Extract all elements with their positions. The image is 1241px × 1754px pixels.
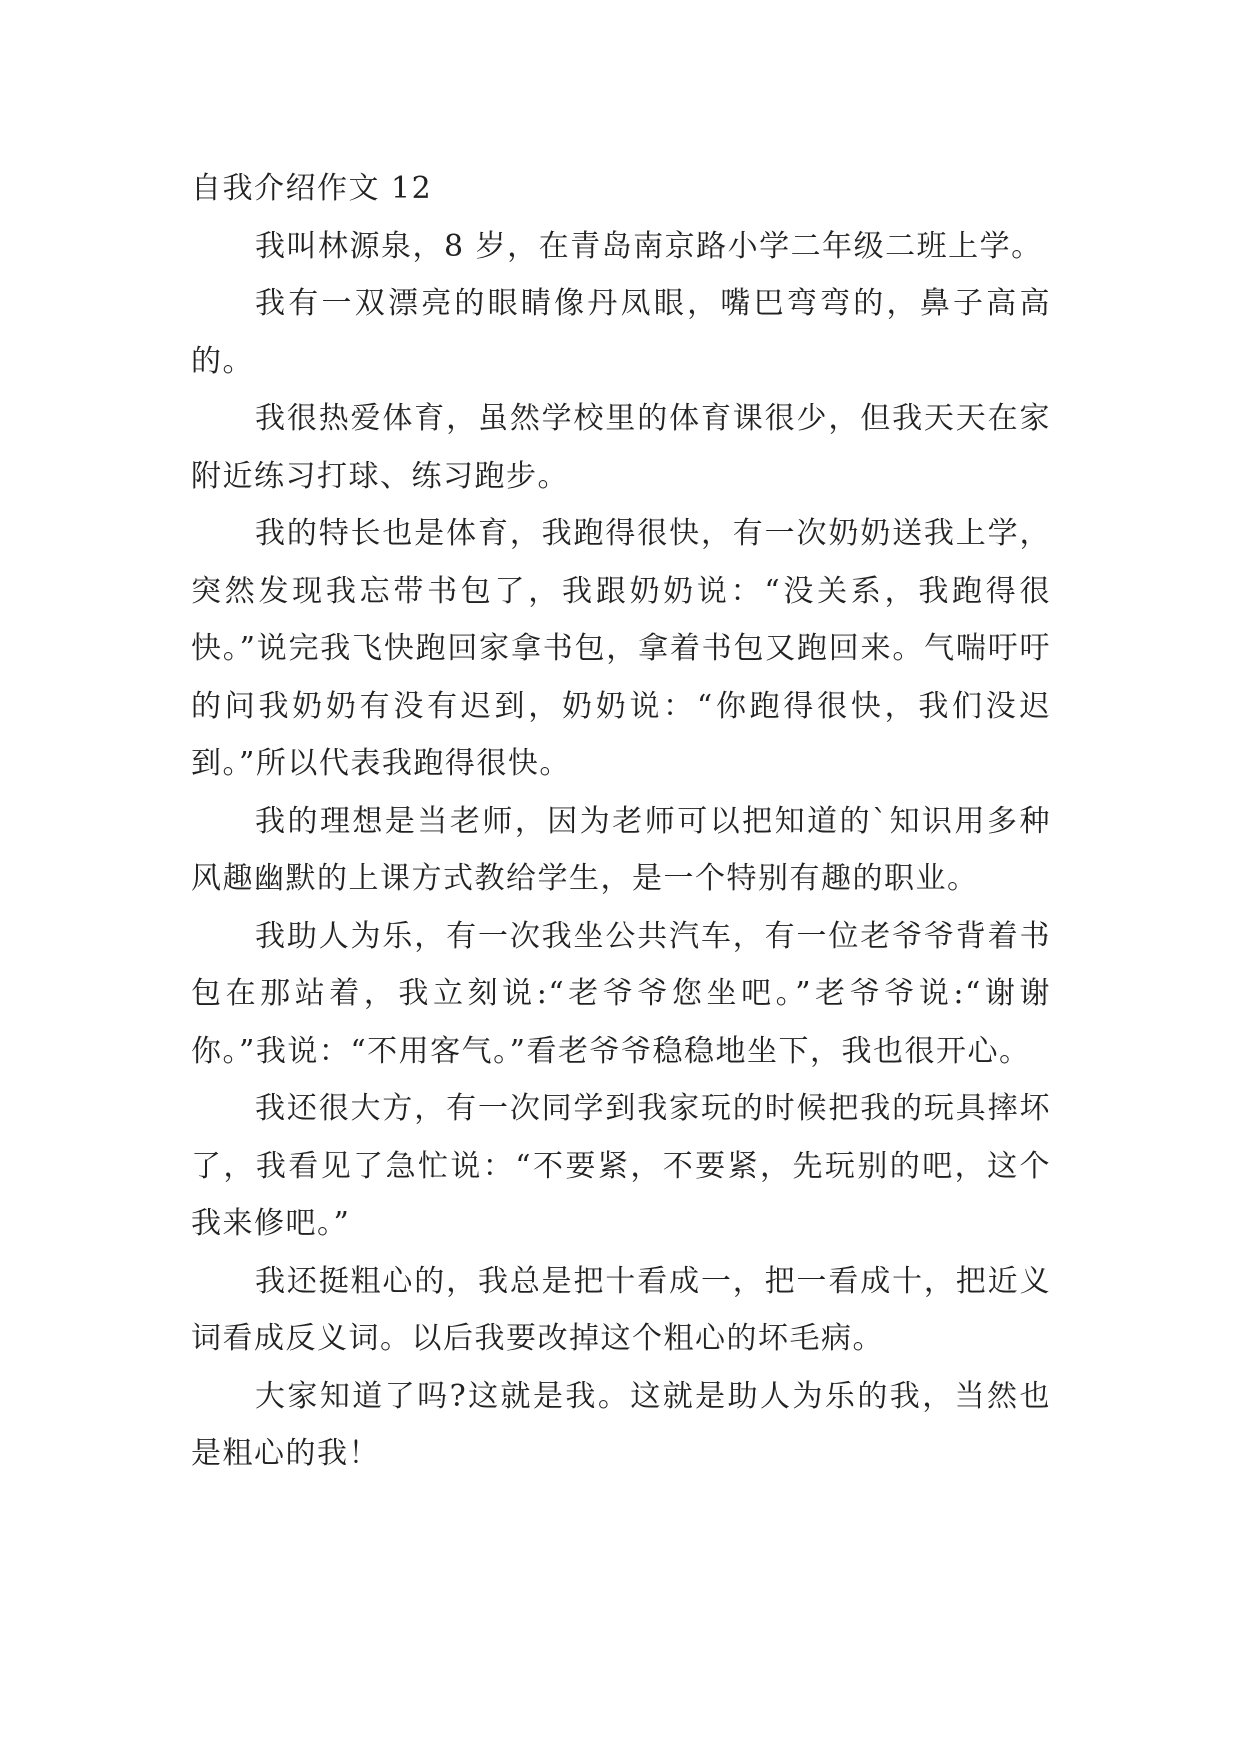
paragraph-generous: 我还很大方，有一次同学到我家玩的时候把我的玩具摔坏了，我看见了急忙说：“不要紧，不要紧，先玩别的吧，这个我来修吧。” <box>191 1091 1051 1241</box>
paragraph-hobby: 我很热爱体育，虽然学校里的体育课很少，但我天天在家附近练习打球、练习跑步。 <box>191 401 1051 494</box>
paragraph-ideal: 我的理想是当老师，因为老师可以把知道的`知识用多种风趣幽默的上课方式教给学生，是一个特别有趣的职业。 <box>191 803 1051 896</box>
paragraph-helpful: 我助人为乐，有一次我坐公共汽车，有一位老爷爷背着书包在那站着，我立刻说:“老爷爷您坐吧。”老爷爷说:“谢谢你。”我说：“不用客气。”看老爷爷稳稳地坐下，我也很开心。 <box>191 918 1051 1069</box>
essay-body <box>191 160 1051 1483</box>
essay-title: 自我介绍作文 12 <box>191 171 433 206</box>
paragraph-specialty: 我的特长也是体育，我跑得很快，有一次奶奶送我上学，突然发现我忘带书包了，我跟奶奶说：“没关系，我跑得很快。”说完我飞快跑回家拿书包，拿着书包又跑回来。气喘吁吁的问我奶奶有没有迟到，奶奶说：“你跑得很快，我们没迟到。”所以代表我跑得很快。 <box>191 516 1051 781</box>
paragraph-appearance: 我有一双漂亮的眼睛像丹凤眼，嘴巴弯弯的，鼻子高高的。 <box>191 286 1051 379</box>
paragraph-intro: 我叫林源泉，8 岁，在青岛南京路小学二年级二班上学。 <box>255 228 1043 264</box>
paragraph-careless: 我还挺粗心的，我总是把十看成一，把一看成十，把近义词看成反义词。以后我要改掉这个粗心的坏毛病。 <box>191 1263 1051 1356</box>
paragraph-conclusion: 大家知道了吗?这就是我。这就是助人为乐的我，当然也是粗心的我！ <box>191 1378 1051 1471</box>
